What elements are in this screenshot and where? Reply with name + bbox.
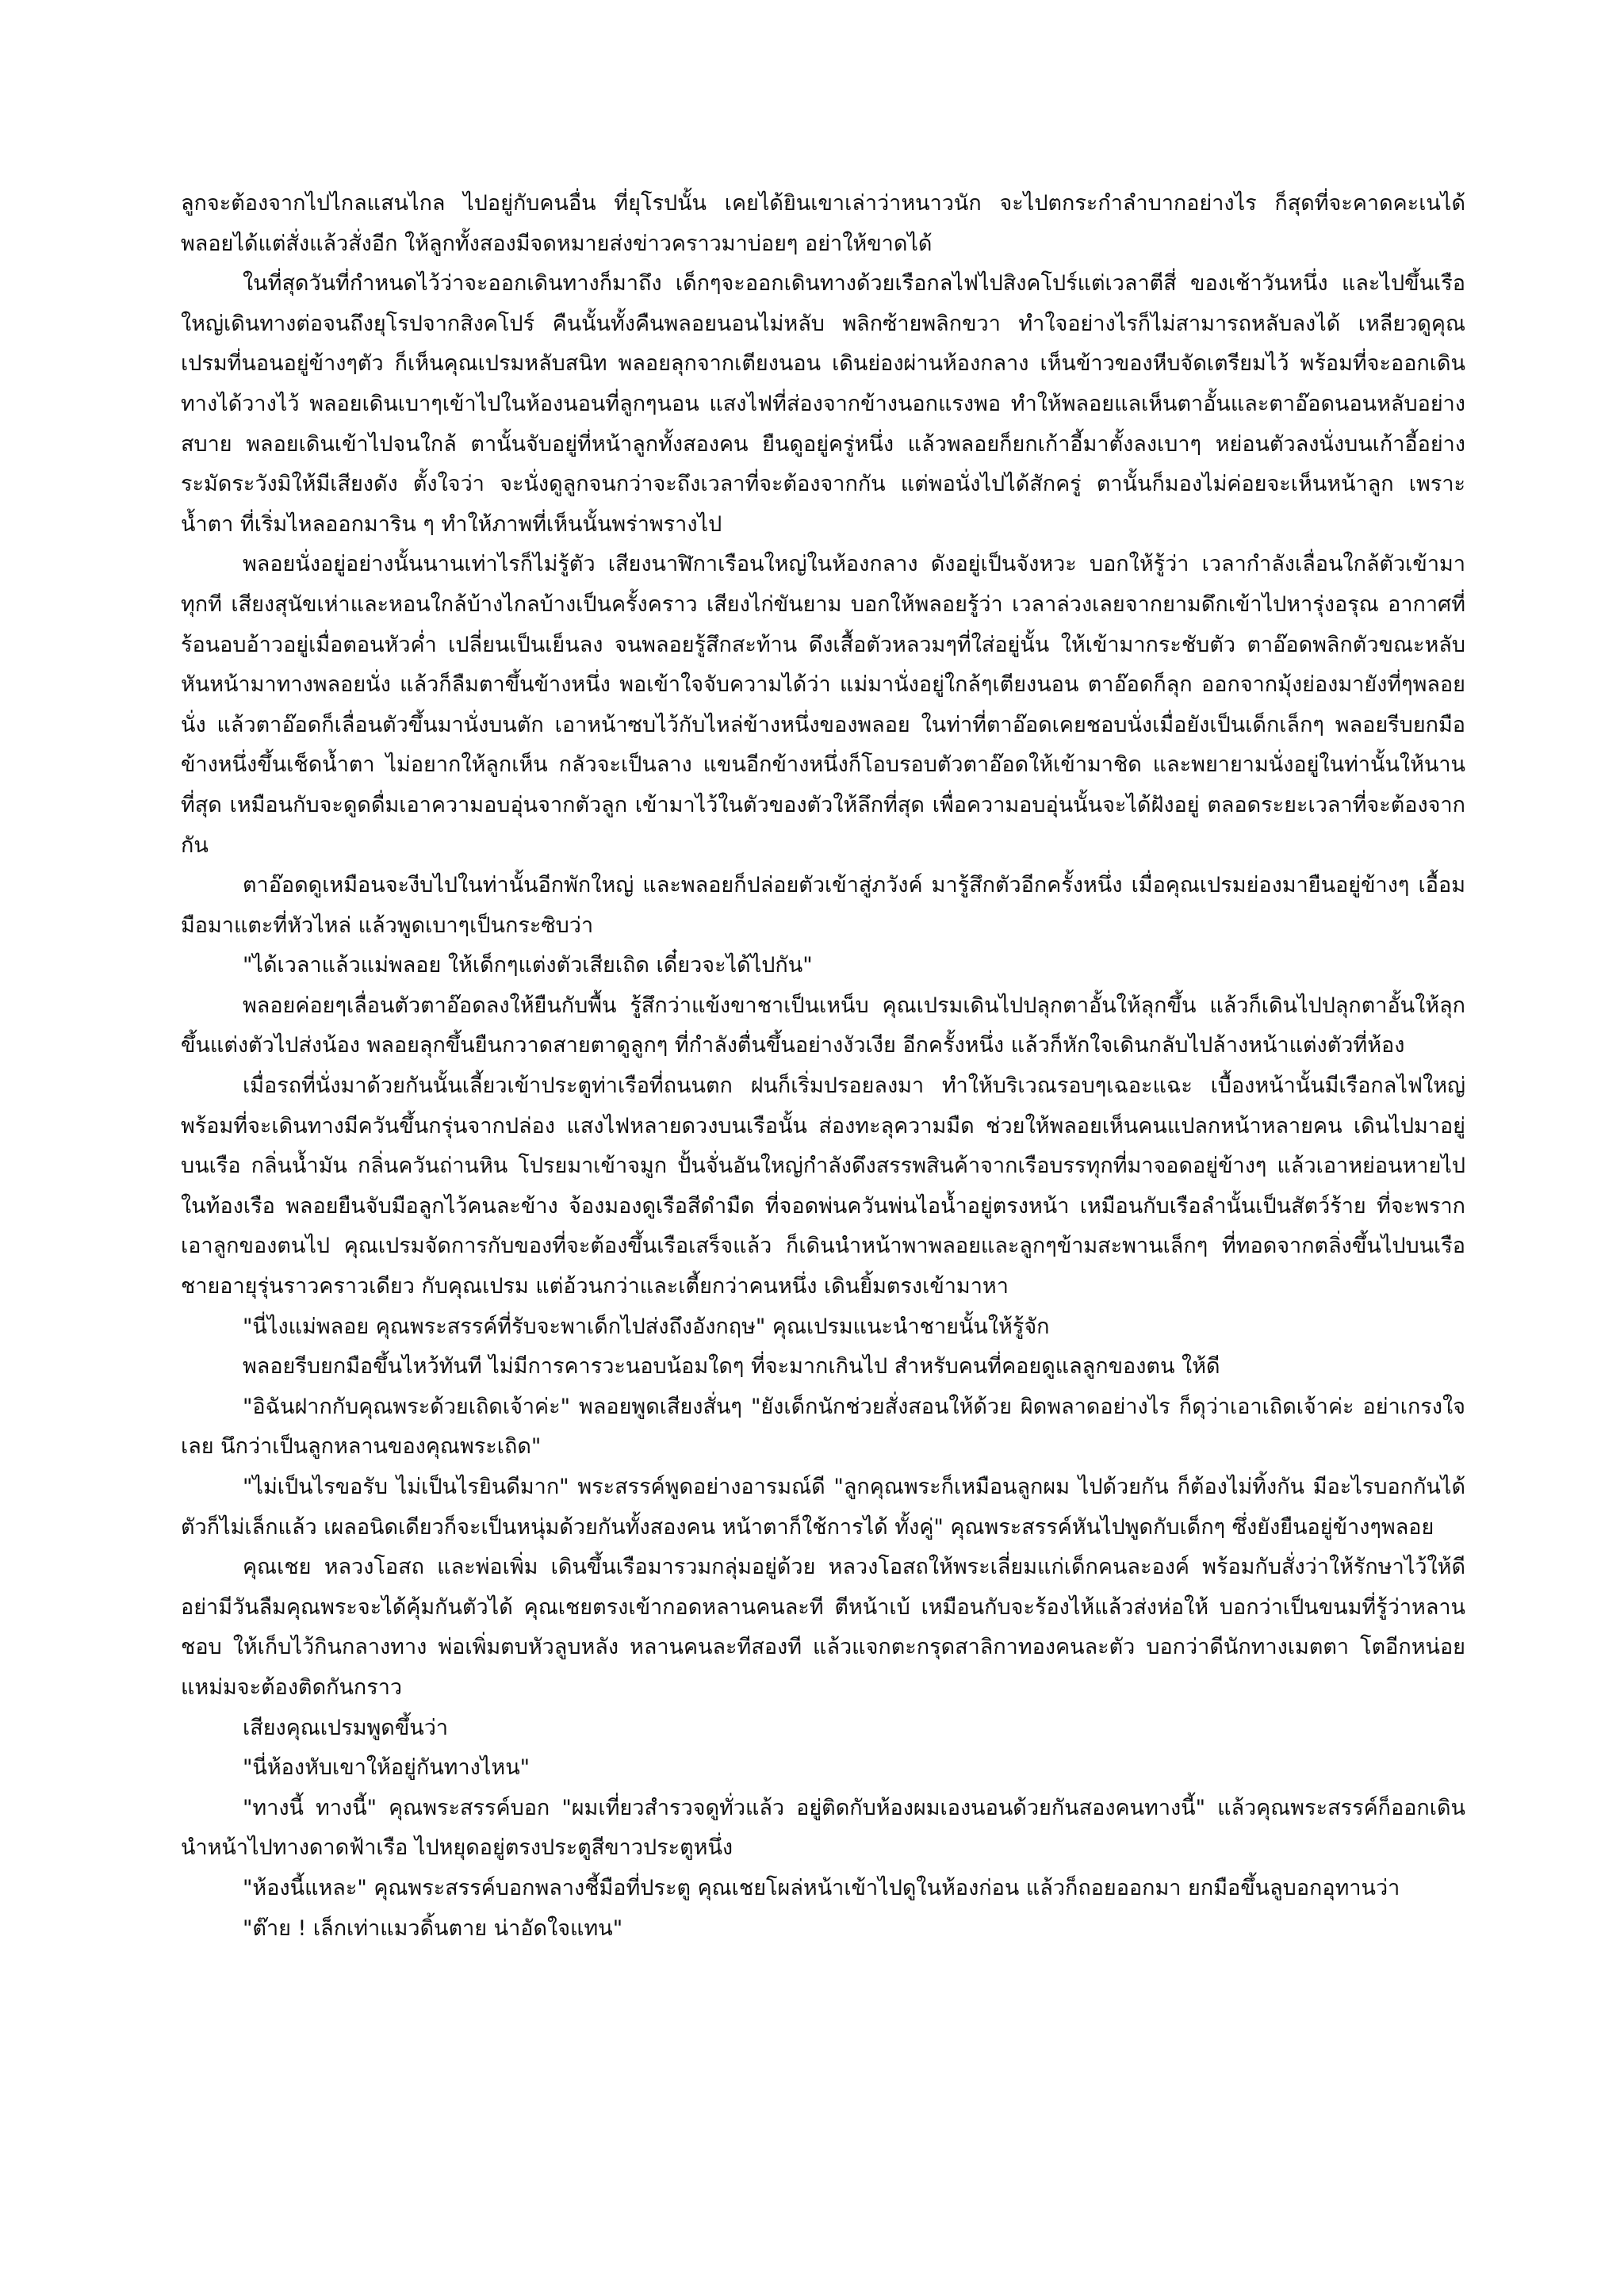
- paragraph: "อิฉันฝากกับคุณพระด้วยเถิดเจ้าค่ะ" พลอยพูดเสียงสั่นๆ "ยังเด็กนักช่วยสั่งสอนให้ด้วย ผิดพลาดอย่างไร ก็ดุว่าเอาเถิดเจ้าค่ะ อย่าเกรงใจเลย นึกว่าเป็นลูกหลานของคุณพระเถิด": [181, 1394, 1465, 1460]
- document-body: [181, 184, 1465, 1949]
- paragraph: "นี่ห้องหับเขาให้อยู่กันทางไหน": [243, 1755, 530, 1781]
- paragraph: พลอยนั่งอยู่อย่างนั้นนานเท่าไรก็ไม่รู้ตัว เสียงนาฬิกาเรือนใหญ่ในห้องกลาง ดังอยู่เป็นจังหวะ บอกให้รู้ว่า เวลากำลังเลื่อนใกล้ตัวเข้ามาทุกที เสียงสุนัขเห่าและหอนใกล้บ้างไกลบ้างเป็นครั้งคราว เสียงไก่ขันยาม บอกให้พลอยรู้ว่า เวลาล่วงเลยจากยามดึกเข้าไปหารุ่งอรุณ อากาศที่ร้อนอบอ้าวอยู่เมื่อตอนหัวค่ำ เปลี่ยนเป็นเย็นลง จนพลอยรู้สึกสะท้าน ดึงเสื้อตัวหลวมๆที่ใส่อยู่นั้น ให้เข้ามากระชับตัว ตาอ๊อดพลิกตัวขณะหลับ หันหน้ามาทางพลอยนั่ง แล้วก็ลืมตาขึ้นข้างหนึ่ง พอเข้าใจจับความได้ว่า แม่มานั่งอยู่ใกล้ๆเตียงนอน ตาอ๊อดก็ลุก ออกจากมุ้งย่องมายังที่ๆพลอยนั่ง แล้วตาอ๊อดก็เลื่อนตัวขึ้นมานั่งบนตัก เอาหน้าซบไว้กับไหล่ข้างหนึ่งของพลอย ในท่าที่ตาอ๊อดเคยชอบนั่งเมื่อยังเป็นเด็กเล็กๆ พลอยรีบยกมือข้างหนึ่งขึ้นเช็ดน้ำตา ไม่อยากให้ลูกเห็น กลัวจะเป็นลาง แขนอีกข้างหนึ่งก็โอบรอบตัวตาอ๊อดให้เข้ามาชิด และพยายามนั่งอยู่ในท่านั้นให้นานที่สุด เหมือนกับจะดูดดื่มเอาความอบอุ่นจากตัวลูก เข้ามาไว้ในตัวของตัวให้ลึกที่สุด เพื่อความอบอุ่นนั้นจะได้ฝังอยู่ ตลอดระยะเวลาที่จะต้องจากกัน: [181, 552, 1465, 858]
- paragraph: "ไม่เป็นไรขอรับ ไม่เป็นไรยินดีมาก" พระสรรค์พูดอย่างอารมณ์ดี "ลูกคุณพระก็เหมือนลูกผม ไปด้วยกัน ก็ต้องไม่ทิ้งกัน มีอะไรบอกกันได้ ตัวก็ไม่เล็กแล้ว เผลอนิดเดียวก็จะเป็นหนุ่มด้วยกันทั้งสองคน หน้าตาก็ใช้การได้ ทั้งคู่" คุณพระสรรค์หันไปพูดกับเด็กๆ ซึ่งยังยืนอยู่ข้างๆพลอย: [181, 1475, 1465, 1540]
- paragraph: ตาอ๊อดดูเหมือนจะงีบไปในท่านั้นอีกพักใหญ่ และพลอยก็ปล่อยตัวเข้าสู่ภวังค์ มารู้สึกตัวอีกครั้งหนึ่ง เมื่อคุณเปรมย่องมายืนอยู่ข้างๆ เอื้อมมือมาแตะที่หัวไหล่ แล้วพูดเบาๆเป็นกระซิบว่า: [181, 873, 1465, 938]
- paragraph: "ทางนี้ ทางนี้" คุณพระสรรค์บอก "ผมเที่ยวสำรวจดูทั่วแล้ว อยู่ติดกับห้องผมเองนอนด้วยกันสองคนทางนี้" แล้วคุณพระสรรค์ก็ออกเดินนำหน้าไปทางดาดฟ้าเรือ ไปหยุดอยู่ตรงประตูสีขาวประตูหนึ่ง: [181, 1795, 1465, 1861]
- paragraph: คุณเชย หลวงโอสถ และพ่อเพิ่ม เดินขึ้นเรือมารวมกลุ่มอยู่ด้วย หลวงโอสถให้พระเลี่ยมแก่เด็กคนละองค์ พร้อมกับสั่งว่าให้รักษาไว้ให้ดี อย่ามีวันลืมคุณพระจะได้คุ้มกันตัวได้ คุณเชยตรงเข้ากอดหลานคนละที ตีหน้าเบ้ เหมือนกับจะร้องไห้แล้วส่งห่อให้ บอกว่าเป็นขนมที่รู้ว่าหลานชอบ ให้เก็บไว้กินกลางทาง พ่อเพิ่มตบหัวลูบหลัง หลานคนละทีสองที แล้วแจกตะกรุดสาลิกาทองคนละตัว บอกว่าดีนักทางเมตตา โตอีกหน่อย แหม่มจะต้องติดกันกราว: [181, 1555, 1465, 1700]
- paragraph: "นี่ไงแม่พลอย คุณพระสรรค์ที่รับจะพาเด็กไปส่งถึงอังกฤษ" คุณเปรมแนะนำชายนั้นให้รู้จัก: [243, 1314, 1050, 1339]
- paragraph: "ได้เวลาแล้วแม่พลอย ให้เด็กๆแต่งตัวเสียเถิด เดี๋ยวจะได้ไปกัน": [243, 953, 813, 978]
- paragraph: ลูกจะต้องจากไปไกลแสนไกล ไปอยู่กับคนอื่น ที่ยุโรปนั้น เคยได้ยินเขาเล่าว่าหนาวนัก จะไปตกระกำลำบากอย่างไร ก็สุดที่จะคาดคะเนได้ พลอยได้แต่สั่งแล้วสั่งอีก ให้ลูกทั้งสองมีจดหมายส่งข่าวคราวมาบ่อยๆ อย่าให้ขาดได้: [181, 191, 1465, 256]
- paragraph: "ห้องนี้แหละ" คุณพระสรรค์บอกพลางชี้มือที่ประตู คุณเชยโผล่หน้าเข้าไปดูในห้องก่อน แล้วก็ถอยออกมา ยกมือขึ้นลูบอกอุทานว่า: [243, 1875, 1400, 1900]
- paragraph: เสียงคุณเปรมพูดขึ้นว่า: [243, 1715, 449, 1740]
- paragraph: ในที่สุดวันที่กำหนดไว้ว่าจะออกเดินทางก็มาถึง เด็กๆจะออกเดินทางด้วยเรือกลไฟไปสิงคโปร์แต่เวลาตีสี่ ของเช้าวันหนึ่ง และไปขึ้นเรือใหญ่เดินทางต่อจนถึงยุโรปจากสิงคโปร์ คืนนั้นทั้งคืนพลอยนอนไม่หลับ พลิกซ้ายพลิกขวา ทำใจอย่างไรก็ไม่สามารถหลับลงได้ เหลียวดูคุณเปรมที่นอนอยู่ข้างๆตัว ก็เห็นคุณเปรมหลับสนิท พลอยลุกจากเตียงนอน เดินย่องผ่านห้องกลาง เห็นข้าวของหีบจัดเตรียมไว้ พร้อมที่จะออกเดินทางได้วางไว้ พลอยเดินเบาๆเข้าไปในห้องนอนที่ลูกๆนอน แสงไฟที่ส่องจากข้างนอกแรงพอ ทำให้พลอยแลเห็นตาอั้นและตาอ๊อดนอนหลับอย่างสบาย พลอยเดินเข้าไปจนใกล้ ตานั้นจับอยู่ที่หน้าลูกทั้งสองคน ยืนดูอยู่ครู่หนึ่ง แล้วพลอยก็ยกเก้าอี้มาตั้งลงเบาๆ หย่อนตัวลงนั่งบนเก้าอี้อย่างระมัดระวังมิให้มีเสียงดัง ตั้งใจว่า จะนั่งดูลูกจนกว่าจะถึงเวลาที่จะต้องจากกัน แต่พอนั่งไปได้สักครู่ ตานั้นก็มองไม่ค่อยจะเห็นหน้าลูก เพราะน้ำตา ที่เริ่มไหลออกมาริน ๆ ทำให้ภาพที่เห็นนั้นพร่าพรางไป: [181, 271, 1465, 537]
- paragraph: พลอยรีบยกมือขึ้นไหว้ทันที ไม่มีการคารวะนอบน้อมใดๆ ที่จะมากเกินไป สำหรับคนที่คอยดูแลลูกของตน ให้ดี: [243, 1354, 1220, 1380]
- paragraph: เมื่อรถที่นั่งมาด้วยกันนั้นเลี้ยวเข้าประตูท่าเรือที่ถนนตก ฝนก็เริ่มปรอยลงมา ทำให้บริเวณรอบๆเฉอะแฉะ เบื้องหน้านั้นมีเรือกลไฟใหญ่ พร้อมที่จะเดินทางมีควันขึ้นกรุ่นจากปล่อง แสงไฟหลายดวงบนเรือนั้น ส่องทะลุความมืด ช่วยให้พลอยเห็นคนแปลกหน้าหลายคน เดินไปมาอยู่บนเรือ กลิ่นน้ำมัน กลิ่นควันถ่านหิน โปรยมาเข้าจมูก ปั้นจั่นอันใหญ่กำลังดึงสรรพสินค้าจากเรือบรรทุกที่มาจอดอยู่ข้างๆ แล้วเอาหย่อนหายไป ในท้องเรือ พลอยยืนจับมือลูกไว้คนละข้าง จ้องมองดูเรือสีดำมืด ที่จอดพ่นควันพ่นไอน้ำอยู่ตรงหน้า เหมือนกับเรือลำนั้นเป็นสัตว์ร้าย ที่จะพรากเอาลูกของตนไป คุณเปรมจัดการกับของที่จะต้องขึ้นเรือเสร็จแล้ว ก็เดินนำหน้าพาพลอยและลูกๆข้ามสะพานเล็กๆ ที่ทอดจากตลิ่งขึ้นไปบนเรือ ชายอายุรุ่นราวคราวเดียว กับคุณเปรม แต่อ้วนกว่าและเตี้ยกว่าคนหนึ่ง เดินยิ้มตรงเข้ามาหา: [181, 1073, 1465, 1299]
- paragraph: "ต๊าย ! เล็กเท่าแมวดิ้นตาย น่าอัดใจแทน": [243, 1915, 623, 1941]
- paragraph: พลอยค่อยๆเลื่อนตัวตาอ๊อดลงให้ยืนกับพื้น รู้สึกว่าแข้งขาชาเป็นเหน็บ คุณเปรมเดินไปปลุกตาอั้นให้ลุกขึ้น แล้วก็เดินไปปลุกตาอั้นให้ลุกขึ้นแต่งตัวไปส่งน้อง พลอยลุกขึ้นยืนกวาดสายตาดูลูกๆ ที่กำลังตื่นขึ้นอย่างงัวเงีย อีกครั้งหนึ่ง แล้วก็หักใจเดินกลับไปล้างหน้าแต่งตัวที่ห้อง: [181, 993, 1465, 1058]
